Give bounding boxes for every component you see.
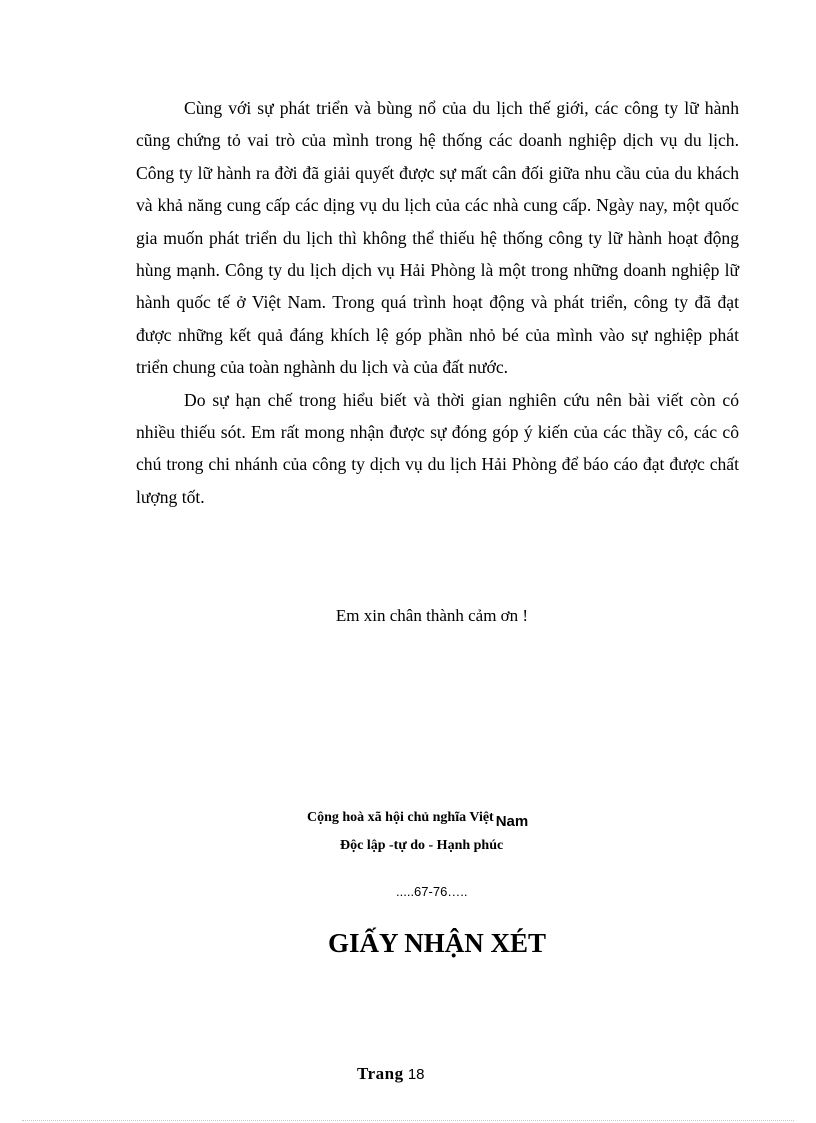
- national-motto-line1: [307, 808, 529, 830]
- national-motto-line2: Độc lập -tự do - Hạnh phúc: [340, 838, 504, 853]
- page-number: 18: [407, 1066, 425, 1083]
- page-footer: [357, 1064, 425, 1084]
- thanks-line: Em xin chân thành cảm ơn !: [335, 606, 529, 625]
- motto-line1-text: Cộng hoà xã hội chủ nghĩa Việt: [307, 810, 494, 825]
- paragraph-1: Cùng với sự phát triển và bùng nổ của du lịch thế giới, các công ty lữ hành cũng chứng tỏ vai trò của mình trong hệ thống các doanh nghiệp dịch vụ du lịch. Công ty lữ hành ra đời đã giải quyết được sự mất cân đối giữa nhu cầu của du khách và khả năng cung cấp các dịng vụ du lịch của các nhà cung cấp. Ngày nay, một quốc gia muốn phát triển du lịch thì không thể thiếu hệ thống công ty lữ hành hoạt động hùng mạnh. Công ty du lịch dịch vụ Hải Phòng là một trong những doanh nghiệp lữ hành quốc tế ở Việt Nam. Trong quá trình hoạt động và phát triển, công ty đã đạt được những kết quả đáng khích lệ góp phần nhỏ bé của mình vào sự nghiệp phát triển chung của toàn nghành du lịch và của đất nước.: [136, 98, 739, 378]
- paragraph-2: Do sự hạn chế trong hiểu biết và thời gian nghiên cứu nên bài viết còn có nhiều thiếu sót. Em rất mong nhận được sự đóng góp ý kiến của các thầy cô, các cô chú trong chi nhánh của công ty dịch vụ du lịch Hải Phòng để báo cáo đạt được chất lượng tốt.: [136, 389, 739, 507]
- document-number: .....67-76…..: [396, 884, 468, 899]
- document-title: GIẤY NHẬN XÉT: [327, 928, 547, 958]
- motto-line1-tail: Nam: [495, 813, 529, 830]
- body-text: [136, 92, 739, 513]
- footer-divider: [22, 1120, 794, 1121]
- page-label: Trang: [357, 1064, 404, 1083]
